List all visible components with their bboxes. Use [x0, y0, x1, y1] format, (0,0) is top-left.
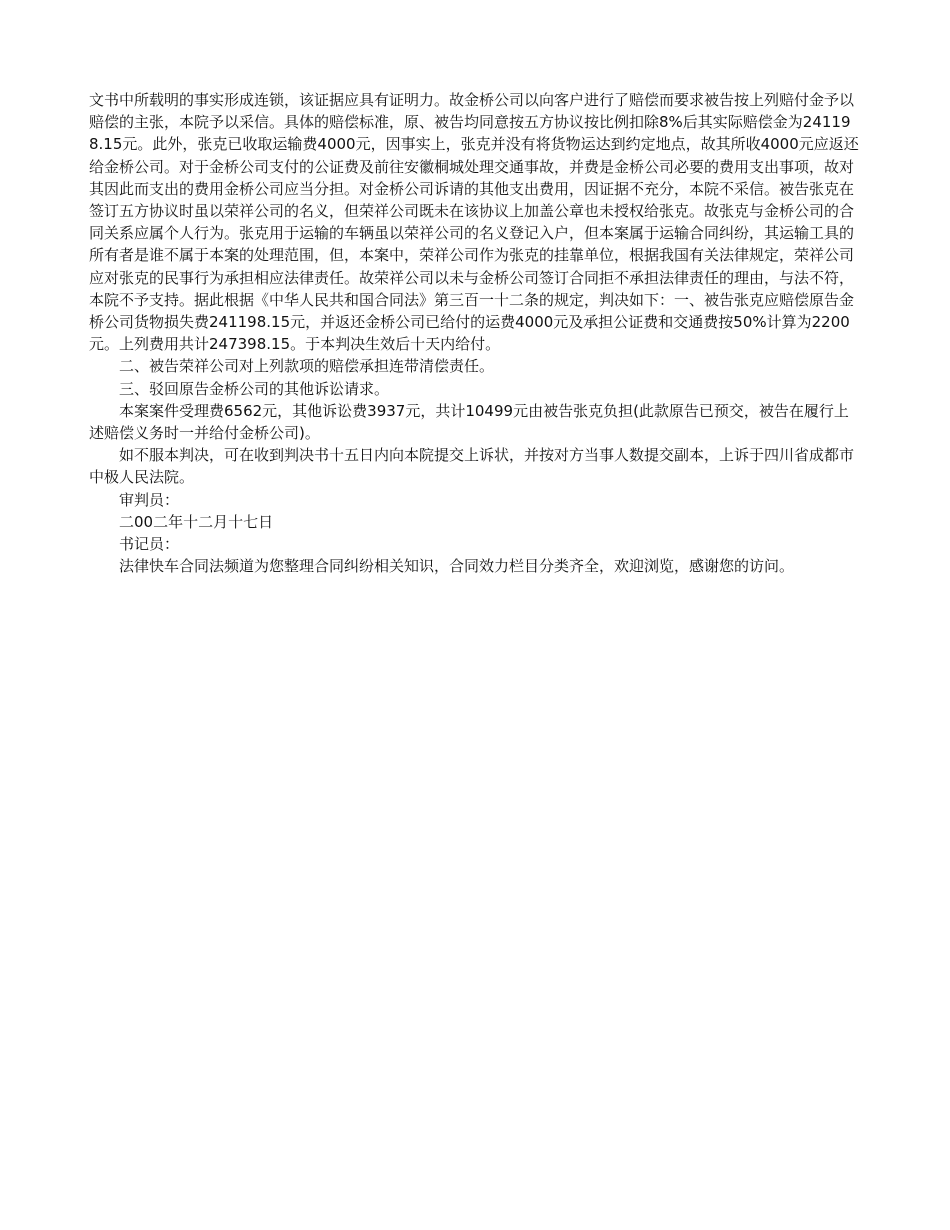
- site-footer-note: 法律快车合同法频道为您整理合同纠纷相关知识，合同效力栏目分类齐全，欢迎浏览，感谢您的访问。: [119, 557, 795, 576]
- judgment-item-two: 二、被告荣祥公司对上列款项的赔偿承担连带清偿责任。: [119, 357, 495, 376]
- document-body: [89, 89, 861, 577]
- judgment-item-three: 三、驳回原告金桥公司的其他诉讼请求。: [119, 379, 390, 398]
- appeal-notice-paragraph: 如不服本判决，可在收到判决书十五日内向本院提交上诉状，并按对方当事人数提交副本，上诉于四川省成都市中极人民法院。: [89, 446, 855, 487]
- judgment-reasoning-paragraph: 文书中所载明的事实形成连锁，该证据应具有证明力。故金桥公司以向客户进行了赔偿而要求被告按上列赔付金予以赔偿的主张，本院予以采信。具体的赔偿标准，原、被告均同意按五方协议按比例扣除8%后其实际赔偿金为241198.15元。此外，张克已收取运输费4000元，因事实上，张克并没有将货物运达到约定地点，故其所收4000元应返还给金桥公司。对于金桥公司支付的公证费及前往安徽桐城处理交通事故，并费是金桥公司必要的费用支出事项，故对其因此而支出的费用金桥公司应当分担。对金桥公司诉请的其他支出费用，因证据不充分，本院不采信。被告张克在签订五方协议时虽以荣祥公司的名义，但荣祥公司既未在该协议上加盖公章也未授权给张克。故张克与金桥公司的合同关系应属个人行为。张克用于运输的车辆虽以荣祥公司的名义登记入户，但本案属于运输合同纠纷，其运输工具的所有者是谁不属于本案的处理范围，但，本案中，荣祥公司作为张克的挂靠单位，根据我国有关法律规定，荣祥公司应对张克的民事行为承担相应法律责任。故荣祥公司以未与金桥公司签订合同拒不承担法律责任的理由，与法不符，本院不予支持。据此根据《中华人民共和国合同法》第三百一十二条的规定，判决如下：一、被告张克应赔偿原告金桥公司货物损失费241198.15元，并返还金桥公司已给付的运费4000元及承担公证费和交通费按50%计算为2200元。上列费用共计247398.15。于本判决生效后十天内给付。: [89, 91, 859, 354]
- judge-label: 审判员：: [119, 490, 180, 509]
- clerk-label: 书记员：: [119, 535, 180, 554]
- judgment-date: 二00二年十二月十七日: [119, 512, 274, 531]
- litigation-fee-paragraph: 本案案件受理费6562元，其他诉讼费3937元，共计10499元由被告张克负担(此款原告已预交，被告在履行上述赔偿义务时一并给付金桥公司)。: [89, 401, 849, 443]
